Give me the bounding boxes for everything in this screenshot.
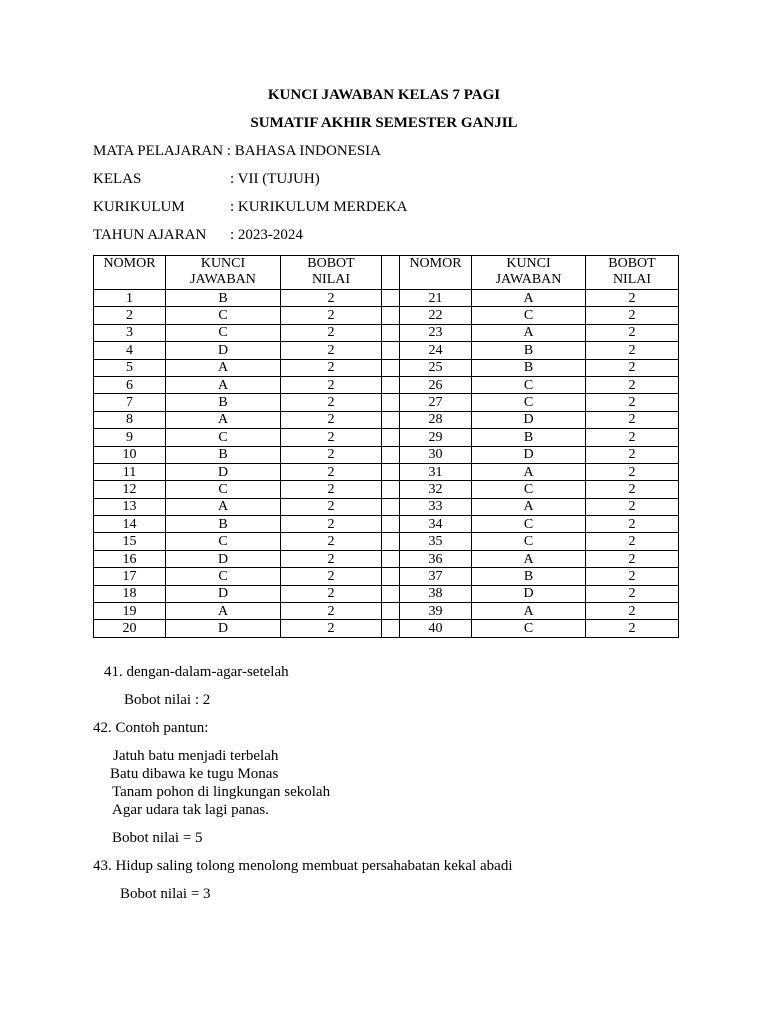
cell-nomor: 13 xyxy=(94,498,166,515)
table-gap-cell xyxy=(382,463,400,480)
meta-school-year xyxy=(93,227,303,244)
cell-nomor: 26 xyxy=(400,376,472,393)
cell-nomor: 22 xyxy=(400,307,472,324)
cell-nomor: 35 xyxy=(400,533,472,550)
cell-kunci: B xyxy=(472,429,586,446)
cell-bobot: 2 xyxy=(586,481,679,498)
cell-kunci: A xyxy=(472,324,586,341)
table-gap-cell xyxy=(382,342,400,359)
header-text: BOBOT xyxy=(307,256,355,271)
cell-nomor: 10 xyxy=(94,446,166,463)
cell-kunci: B xyxy=(472,359,586,376)
cell-nomor: 20 xyxy=(94,620,166,637)
table-row xyxy=(94,533,679,550)
cell-nomor: 21 xyxy=(400,290,472,307)
table-gap-cell xyxy=(382,324,400,341)
table-gap-cell xyxy=(382,533,400,550)
cell-nomor: 4 xyxy=(94,342,166,359)
pantun-line: Batu dibawa ke tugu Monas xyxy=(110,766,279,782)
cell-nomor: 33 xyxy=(400,498,472,515)
table-row xyxy=(94,411,679,428)
cell-kunci: C xyxy=(472,533,586,550)
cell-bobot: 2 xyxy=(281,463,382,480)
table-gap-cell xyxy=(382,585,400,602)
table-row xyxy=(94,550,679,567)
table-row xyxy=(94,481,679,498)
document-subtitle: SUMATIF AKHIR SEMESTER GANJIL xyxy=(250,115,518,131)
cell-bobot: 2 xyxy=(281,603,382,620)
table-row xyxy=(94,342,679,359)
header-bobot-nilai xyxy=(281,256,382,290)
cell-bobot: 2 xyxy=(586,307,679,324)
cell-kunci: C xyxy=(472,307,586,324)
cell-kunci: A xyxy=(472,463,586,480)
cell-bobot: 2 xyxy=(586,498,679,515)
header-kunci-jawaban xyxy=(166,256,281,290)
cell-nomor: 3 xyxy=(94,324,166,341)
cell-kunci: B xyxy=(472,568,586,585)
essay-question-43: 43. Hidup saling tolong menolong membuat persahabatan kekal abadi xyxy=(93,858,513,874)
cell-bobot: 2 xyxy=(586,603,679,620)
cell-kunci: C xyxy=(166,307,281,324)
cell-bobot: 2 xyxy=(281,585,382,602)
table-gap-cell xyxy=(382,603,400,620)
meta-value: : VII (TUJUH) xyxy=(230,171,320,187)
pantun-line: Agar udara tak lagi panas. xyxy=(112,802,270,818)
cell-kunci: C xyxy=(166,429,281,446)
cell-bobot: 2 xyxy=(281,324,382,341)
cell-bobot: 2 xyxy=(586,376,679,393)
cell-nomor: 31 xyxy=(400,463,472,480)
table-gap-cell xyxy=(382,620,400,637)
table-gap-cell xyxy=(382,446,400,463)
meta-label: KURIKULUM xyxy=(93,199,185,215)
cell-nomor: 36 xyxy=(400,550,472,567)
cell-bobot: 2 xyxy=(586,290,679,307)
cell-bobot: 2 xyxy=(281,568,382,585)
table-header-row xyxy=(94,256,679,290)
cell-kunci: A xyxy=(166,376,281,393)
cell-bobot: 2 xyxy=(586,446,679,463)
essay-question-42: 42. Contoh pantun: xyxy=(93,720,209,736)
cell-bobot: 2 xyxy=(586,342,679,359)
cell-bobot: 2 xyxy=(281,446,382,463)
cell-nomor: 17 xyxy=(94,568,166,585)
cell-nomor: 40 xyxy=(400,620,472,637)
cell-kunci: C xyxy=(472,516,586,533)
cell-kunci: D xyxy=(472,585,586,602)
header-text: KUNCI xyxy=(200,256,246,271)
cell-nomor: 23 xyxy=(400,324,472,341)
cell-kunci: A xyxy=(472,498,586,515)
meta-value: : BAHASA INDONESIA xyxy=(226,143,382,159)
cell-kunci: C xyxy=(472,376,586,393)
cell-bobot: 2 xyxy=(281,376,382,393)
cell-kunci: B xyxy=(166,290,281,307)
table-gap-cell xyxy=(382,359,400,376)
cell-bobot: 2 xyxy=(281,359,382,376)
cell-kunci: A xyxy=(166,603,281,620)
cell-kunci: C xyxy=(166,568,281,585)
cell-kunci: A xyxy=(472,550,586,567)
cell-bobot: 2 xyxy=(281,342,382,359)
table-gap-cell xyxy=(382,429,400,446)
cell-nomor: 18 xyxy=(94,585,166,602)
cell-nomor: 19 xyxy=(94,603,166,620)
header-text: BOBOT xyxy=(608,256,656,271)
cell-nomor: 12 xyxy=(94,481,166,498)
cell-bobot: 2 xyxy=(281,411,382,428)
cell-nomor: 16 xyxy=(94,550,166,567)
cell-bobot: 2 xyxy=(586,620,679,637)
table-row xyxy=(94,290,679,307)
table-gap-cell xyxy=(382,376,400,393)
cell-bobot: 2 xyxy=(586,429,679,446)
table-gap-cell xyxy=(382,550,400,567)
table-gap-cell xyxy=(382,290,400,307)
cell-kunci: A xyxy=(472,603,586,620)
table-row xyxy=(94,603,679,620)
table-gap-cell xyxy=(382,394,400,411)
cell-nomor: 28 xyxy=(400,411,472,428)
cell-bobot: 2 xyxy=(281,307,382,324)
cell-nomor: 14 xyxy=(94,516,166,533)
cell-nomor: 25 xyxy=(400,359,472,376)
header-nomor: NOMOR xyxy=(94,256,166,290)
cell-nomor: 11 xyxy=(94,463,166,480)
header-kunci-jawaban xyxy=(472,256,586,290)
cell-kunci: C xyxy=(472,620,586,637)
cell-nomor: 34 xyxy=(400,516,472,533)
cell-bobot: 2 xyxy=(586,359,679,376)
cell-bobot: 2 xyxy=(586,533,679,550)
cell-kunci: B xyxy=(472,342,586,359)
cell-kunci: D xyxy=(472,446,586,463)
table-row xyxy=(94,324,679,341)
cell-kunci: D xyxy=(166,620,281,637)
cell-nomor: 1 xyxy=(94,290,166,307)
table-gap-cell xyxy=(382,307,400,324)
cell-bobot: 2 xyxy=(586,568,679,585)
cell-nomor: 38 xyxy=(400,585,472,602)
cell-kunci: B xyxy=(166,394,281,411)
header-nomor: NOMOR xyxy=(400,256,472,290)
cell-bobot: 2 xyxy=(281,498,382,515)
table-row xyxy=(94,620,679,637)
cell-kunci: D xyxy=(166,463,281,480)
cell-nomor: 15 xyxy=(94,533,166,550)
essay-score-43: Bobot nilai = 3 xyxy=(120,886,211,902)
cell-kunci: A xyxy=(166,359,281,376)
cell-kunci: B xyxy=(166,446,281,463)
table-row xyxy=(94,568,679,585)
cell-nomor: 39 xyxy=(400,603,472,620)
cell-kunci: C xyxy=(166,481,281,498)
header-text: JAWABAN xyxy=(495,272,562,287)
table-row xyxy=(94,307,679,324)
cell-kunci: A xyxy=(166,411,281,428)
cell-nomor: 32 xyxy=(400,481,472,498)
cell-nomor: 6 xyxy=(94,376,166,393)
cell-bobot: 2 xyxy=(586,324,679,341)
header-text: JAWABAN xyxy=(190,272,256,287)
meta-curriculum xyxy=(93,199,408,216)
cell-bobot: 2 xyxy=(281,516,382,533)
table-row xyxy=(94,376,679,393)
cell-nomor: 7 xyxy=(94,394,166,411)
table-gap-cell xyxy=(382,411,400,428)
header-bobot-nilai xyxy=(586,256,679,290)
pantun-line: Jatuh batu menjadi terbelah xyxy=(113,748,279,764)
cell-bobot: 2 xyxy=(586,394,679,411)
table-row xyxy=(94,359,679,376)
cell-kunci: D xyxy=(472,411,586,428)
cell-nomor: 8 xyxy=(94,411,166,428)
table-row xyxy=(94,516,679,533)
cell-nomor: 9 xyxy=(94,429,166,446)
table-row xyxy=(94,394,679,411)
cell-kunci: D xyxy=(166,342,281,359)
meta-label: TAHUN AJARAN xyxy=(93,227,207,243)
document-title: KUNCI JAWABAN KELAS 7 PAGI xyxy=(267,87,501,103)
answer-key-table xyxy=(93,255,679,638)
cell-kunci: B xyxy=(166,516,281,533)
meta-subject xyxy=(93,143,381,160)
meta-label: KELAS xyxy=(93,171,142,187)
table-gap-cell xyxy=(382,516,400,533)
cell-bobot: 2 xyxy=(281,394,382,411)
cell-bobot: 2 xyxy=(586,550,679,567)
cell-kunci: A xyxy=(166,498,281,515)
cell-nomor: 24 xyxy=(400,342,472,359)
cell-kunci: C xyxy=(472,481,586,498)
cell-bobot: 2 xyxy=(281,481,382,498)
cell-kunci: D xyxy=(166,550,281,567)
table-gap-cell xyxy=(382,481,400,498)
table-row xyxy=(94,585,679,602)
cell-kunci: C xyxy=(166,533,281,550)
table-gap-cell xyxy=(382,498,400,515)
table-gap-cell xyxy=(382,256,400,290)
meta-class xyxy=(93,171,320,188)
cell-bobot: 2 xyxy=(281,429,382,446)
cell-nomor: 37 xyxy=(400,568,472,585)
table-row xyxy=(94,446,679,463)
pantun-line: Tanam pohon di lingkungan sekolah xyxy=(112,784,331,800)
cell-bobot: 2 xyxy=(281,533,382,550)
essay-score-41: Bobot nilai : 2 xyxy=(124,692,211,708)
cell-bobot: 2 xyxy=(281,290,382,307)
meta-value: : KURIKULUM MERDEKA xyxy=(230,199,408,215)
cell-nomor: 2 xyxy=(94,307,166,324)
cell-bobot: 2 xyxy=(586,463,679,480)
table-row xyxy=(94,498,679,515)
header-text: KUNCI xyxy=(506,256,551,271)
cell-bobot: 2 xyxy=(281,550,382,567)
meta-value: : 2023-2024 xyxy=(230,227,303,243)
cell-kunci: D xyxy=(166,585,281,602)
meta-label: MATA PELAJARAN xyxy=(93,143,224,159)
cell-nomor: 29 xyxy=(400,429,472,446)
cell-kunci: A xyxy=(472,290,586,307)
table-row xyxy=(94,463,679,480)
cell-nomor: 5 xyxy=(94,359,166,376)
cell-bobot: 2 xyxy=(586,585,679,602)
cell-kunci: C xyxy=(472,394,586,411)
cell-nomor: 27 xyxy=(400,394,472,411)
cell-bobot: 2 xyxy=(586,516,679,533)
cell-bobot: 2 xyxy=(281,620,382,637)
cell-nomor: 30 xyxy=(400,446,472,463)
essay-question-41: 41. dengan-dalam-agar-setelah xyxy=(104,664,289,680)
table-gap-cell xyxy=(382,568,400,585)
table-body xyxy=(94,290,679,638)
header-text: NILAI xyxy=(612,272,652,287)
header-text: NILAI xyxy=(311,272,351,287)
cell-bobot: 2 xyxy=(586,411,679,428)
table-row xyxy=(94,429,679,446)
cell-kunci: C xyxy=(166,324,281,341)
essay-score-42: Bobot nilai = 5 xyxy=(112,830,203,846)
